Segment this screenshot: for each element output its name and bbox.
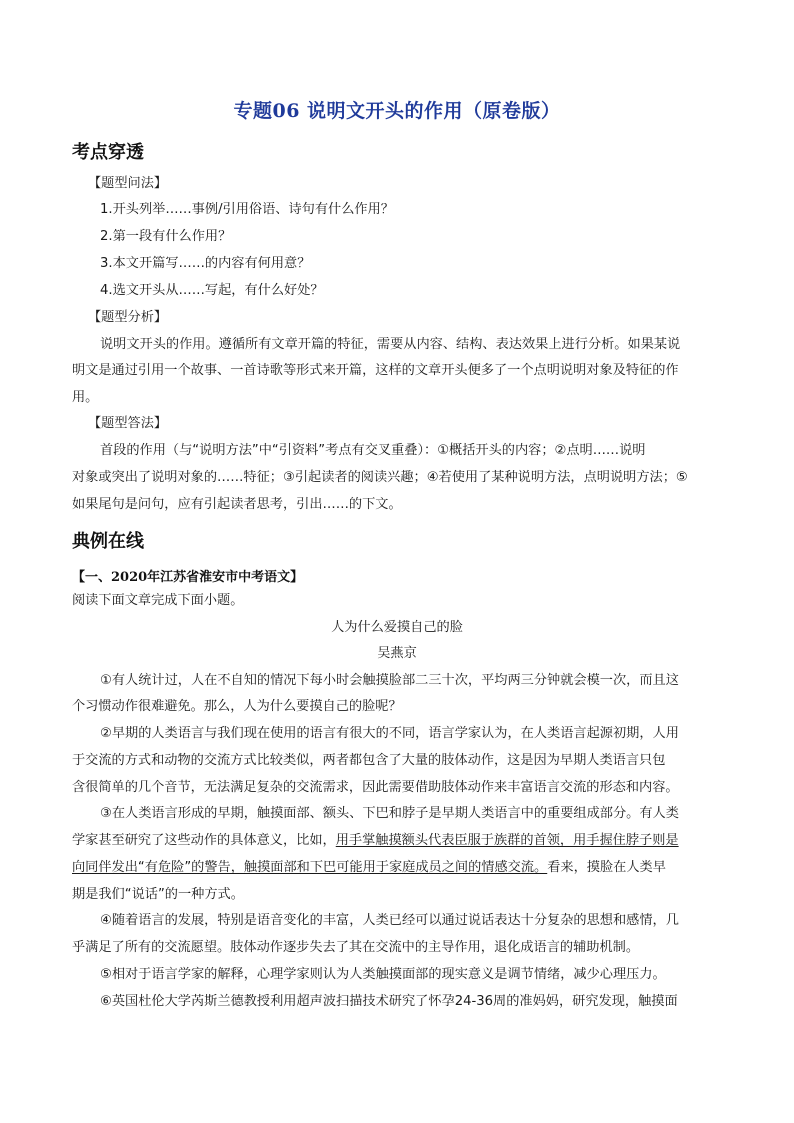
paragraph-1-line-2: 个习惯动作很难避免。那么，人为什么要摸自己的脸呢？ xyxy=(72,699,402,714)
paragraph-3-plain-text: 学家甚至研究了这些动作的具体意义，比如， xyxy=(72,833,336,848)
question-4: 4.选文开头从……写起，有什么好处？ xyxy=(100,283,324,298)
answer-line-2: 对象或突出了说明对象的……特征；③引起读者的阅读兴趣；④若使用了某种说明方法，点明说明方法；⑤ xyxy=(72,470,688,485)
question-1: 1.开头列举……事例/引用俗语、诗句有什么作用？ xyxy=(100,202,394,217)
example-title: 【一、2020年江苏省淮安市中考语文】 xyxy=(72,570,304,585)
paragraph-1-line-1: ①有人统计过，人在不自知的情况下每小时会触摸脸部二三十次，平均两三分钟就会模一次，而且这 xyxy=(100,673,679,688)
question-2: 2.第一段有什么作用？ xyxy=(100,229,232,244)
section-heading-dianli: 典例在线 xyxy=(72,531,144,552)
paragraph-3-line-1: ③在人类语言形成的早期，触摸面部、额头、下巴和脖子是早期人类语言中的重要组成部分。有人类 xyxy=(100,806,679,821)
answer-line-3: 如果尾句是问句，应有引起读者思考，引出……的下文。 xyxy=(72,497,402,512)
example-intro: 阅读下面文章完成下面小题。 xyxy=(72,593,244,608)
section-heading-kaodian: 考点穿透 xyxy=(72,142,144,163)
paragraph-2-line-1: ②早期的人类语言与我们现在使用的语言有很大的不同，语言学家认为，在人类语言起源初期，人用 xyxy=(100,726,679,741)
label-dafa: 【题型答法】 xyxy=(88,416,168,431)
paragraph-2-line-3: 含很简单的几个音节，无法满足复杂的交流需求，因此需要借助肢体动作来丰富语言交流的形态和内容。 xyxy=(72,780,679,795)
paragraph-2-line-2: 于交流的方式和动物的交流方式比较类似，两者都包含了大量的肢体动作，这是因为早期人类语言只包 xyxy=(72,753,666,768)
paragraph-3-line-4: 期是我们“说话”的一种方式。 xyxy=(72,887,244,902)
analysis-line-1: 说明文开头的作用。遵循所有文章开篇的特征，需要从内容、结构、表达效果上进行分析。如果某说 xyxy=(100,337,681,352)
document-title: 专题06 说明文开头的作用（原卷版） xyxy=(233,100,561,122)
paragraph-3-plain-text-2: 看来，摸脸在人类早 xyxy=(547,860,666,875)
label-fenxi: 【题型分析】 xyxy=(88,310,168,325)
question-3: 3.本文开篇写……的内容有何用意？ xyxy=(100,256,311,271)
underlined-passage: 用手掌触摸额头代表臣服于族群的首领，用手握住脖子则是 xyxy=(335,833,679,848)
article-author: 吴燕京 xyxy=(377,646,417,661)
paragraph-5: ⑤相对于语言学家的解释，心理学家则认为人类触摸面部的现实意义是调节情绪，减少心理压力。 xyxy=(100,967,666,982)
article-title: 人为什么爱摸自己的脸 xyxy=(331,620,463,635)
paragraph-3-line-3 xyxy=(72,859,722,877)
label-wenfa: 【题型问法】 xyxy=(88,176,168,191)
underlined-passage-cont: 向同伴发出“有危险”的警告，触摸面部和下巴可能用于家庭成员之间的情感交流。 xyxy=(72,860,548,875)
paragraph-4-line-1: ④随着语言的发展，特别是语音变化的丰富，人类已经可以通过说话表达十分复杂的思想和感情，几 xyxy=(100,913,679,928)
answer-line-1: 首段的作用（与“说明方法”中“引资料”考点有交叉重叠）：①概括开头的内容；②点明……说明 xyxy=(100,443,646,458)
paragraph-3-line-2 xyxy=(72,832,722,850)
paragraph-4-line-2: 乎满足了所有的交流愿望。肢体动作逐步失去了其在交流中的主导作用，退化成语言的辅助机制。 xyxy=(72,940,640,955)
paragraph-6-line-1: ⑥英国杜伦大学芮斯兰德教授利用超声波扫描技术研究了怀孕24-36周的准妈妈，研究发现，触摸面 xyxy=(100,994,678,1009)
analysis-line-2: 明文是通过引用一个故事、一首诗歌等形式来开篇，这样的文章开头便多了一个点明说明对象及特征的作 xyxy=(72,363,679,378)
analysis-line-3: 用。 xyxy=(72,390,99,405)
